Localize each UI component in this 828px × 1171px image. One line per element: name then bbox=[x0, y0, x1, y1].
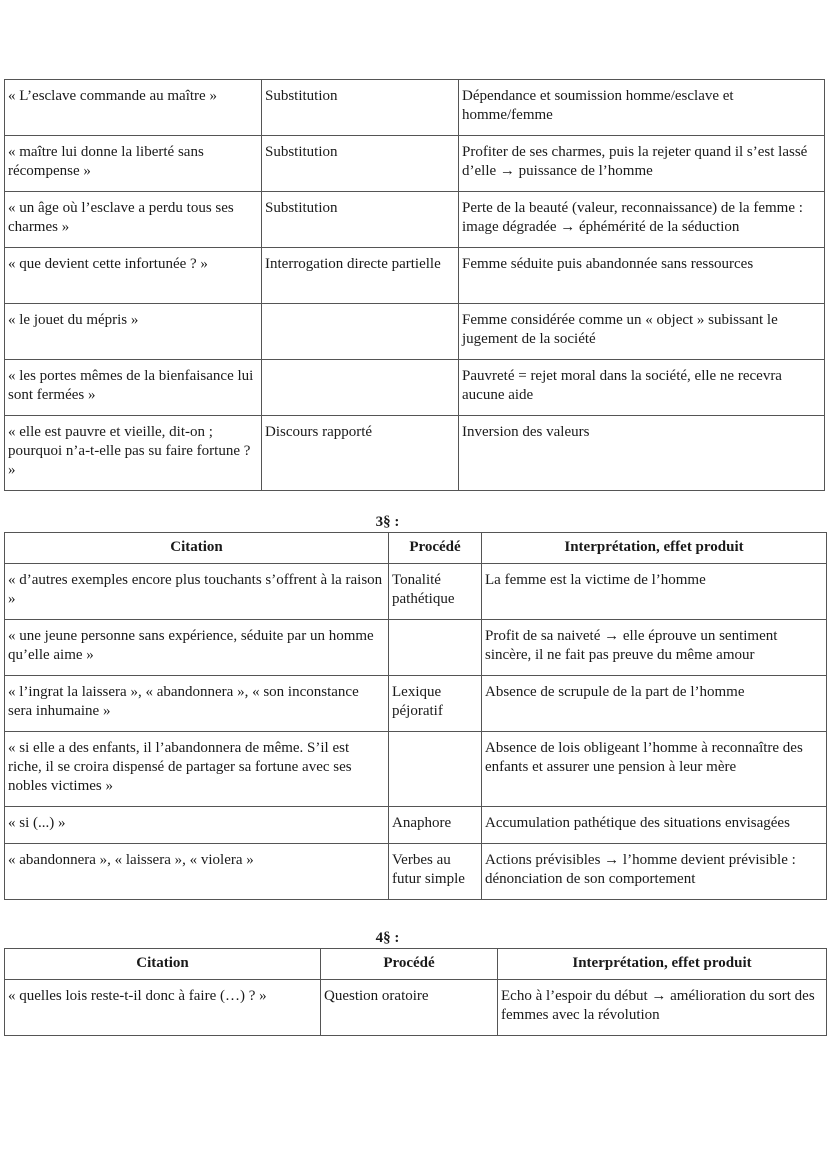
section-title-3: 3§ : bbox=[375, 514, 400, 530]
procede-cell bbox=[262, 360, 459, 416]
table-header-row bbox=[5, 533, 827, 564]
header-procede: Procédé bbox=[321, 949, 498, 980]
table-row bbox=[5, 732, 827, 807]
table-row bbox=[5, 564, 827, 620]
citation-cell: « un âge où l’esclave a perdu tous ses charmes » bbox=[5, 192, 262, 248]
interpretation-cell: Actions prévisibles → l’homme devient prévisible : dénonciation de son comportement bbox=[482, 844, 827, 900]
citation-cell: « elle est pauvre et vieille, dit-on ; pourquoi n’a-t-elle pas su faire fortune ? » bbox=[5, 416, 262, 491]
interpretation-cell: Absence de scrupule de la part de l’homme bbox=[482, 676, 827, 732]
table-row bbox=[5, 416, 825, 491]
interpretation-cell: Absence de lois obligeant l’homme à reconnaître des enfants et assurer une pension à leur mère bbox=[482, 732, 827, 807]
section-title-4: 4§ : bbox=[375, 930, 400, 946]
citation-cell: « une jeune personne sans expérience, séduite par un homme qu’elle aime » bbox=[5, 620, 389, 676]
procede-cell bbox=[389, 620, 482, 676]
citation-cell: « maître lui donne la liberté sans récompense » bbox=[5, 136, 262, 192]
interpretation-cell: Profiter de ses charmes, puis la rejeter quand il s’est lassé d’elle → puissance de l’homme bbox=[459, 136, 825, 192]
header-citation: Citation bbox=[5, 949, 321, 980]
interpretation-cell: Echo à l’espoir du début → amélioration du sort des femmes avec la révolution bbox=[498, 980, 827, 1036]
procede-cell: Tonalité pathétique bbox=[389, 564, 482, 620]
citation-cell: « d’autres exemples encore plus touchants s’offrent à la raison » bbox=[5, 564, 389, 620]
procede-cell bbox=[389, 732, 482, 807]
table-row bbox=[5, 304, 825, 360]
procede-cell: Anaphore bbox=[389, 807, 482, 844]
interpretation-cell: Accumulation pathétique des situations envisagées bbox=[482, 807, 827, 844]
procede-cell: Lexique péjoratif bbox=[389, 676, 482, 732]
interpretation-cell: Profit de sa naiveté → elle éprouve un sentiment sincère, il ne fait pas preuve du même amour bbox=[482, 620, 827, 676]
procede-cell: Question oratoire bbox=[321, 980, 498, 1036]
table-row bbox=[5, 360, 825, 416]
interpretation-cell: Dépendance et soumission homme/esclave et homme/femme bbox=[459, 80, 825, 136]
table-row bbox=[5, 248, 825, 304]
procede-cell: Interrogation directe partielle bbox=[262, 248, 459, 304]
interpretation-cell: Inversion des valeurs bbox=[459, 416, 825, 491]
table-row bbox=[5, 620, 827, 676]
interpretation-cell: Perte de la beauté (valeur, reconnaissance) de la femme : image dégradée → éphémérité de la séduction bbox=[459, 192, 825, 248]
citation-cell: « le jouet du mépris » bbox=[5, 304, 262, 360]
citation-cell: « quelles lois reste-t-il donc à faire (…) ? » bbox=[5, 980, 321, 1036]
interpretation-cell: Femme considérée comme un « object » subissant le jugement de la société bbox=[459, 304, 825, 360]
table-row bbox=[5, 980, 827, 1036]
table-header-row bbox=[5, 949, 827, 980]
header-procede: Procédé bbox=[389, 533, 482, 564]
analysis-table-4 bbox=[4, 948, 827, 1036]
header-interpretation: Interprétation, effet produit bbox=[482, 533, 827, 564]
interpretation-cell: Pauvreté = rejet moral dans la société, elle ne recevra aucune aide bbox=[459, 360, 825, 416]
citation-cell: « L’esclave commande au maître » bbox=[5, 80, 262, 136]
analysis-table-2 bbox=[4, 79, 825, 491]
table-row bbox=[5, 192, 825, 248]
table-row bbox=[5, 80, 825, 136]
table-row bbox=[5, 136, 825, 192]
header-interpretation: Interprétation, effet produit bbox=[498, 949, 827, 980]
procede-cell: Verbes au futur simple bbox=[389, 844, 482, 900]
citation-cell: « abandonnera », « laissera », « violera » bbox=[5, 844, 389, 900]
table-row bbox=[5, 676, 827, 732]
citation-cell: « l’ingrat la laissera », « abandonnera », « son inconstance sera inhumaine » bbox=[5, 676, 389, 732]
procede-cell: Substitution bbox=[262, 192, 459, 248]
citation-cell: « les portes mêmes de la bienfaisance lui sont fermées » bbox=[5, 360, 262, 416]
interpretation-cell: La femme est la victime de l’homme bbox=[482, 564, 827, 620]
citation-cell: « si (...) » bbox=[5, 807, 389, 844]
table-row bbox=[5, 807, 827, 844]
header-citation: Citation bbox=[5, 533, 389, 564]
interpretation-cell: Femme séduite puis abandonnée sans ressources bbox=[459, 248, 825, 304]
analysis-table-3 bbox=[4, 532, 827, 900]
procede-cell: Substitution bbox=[262, 136, 459, 192]
procede-cell: Discours rapporté bbox=[262, 416, 459, 491]
citation-cell: « si elle a des enfants, il l’abandonnera de même. S’il est riche, il se croira dispensé de partager sa fortune avec ses nobles victimes » bbox=[5, 732, 389, 807]
procede-cell bbox=[262, 304, 459, 360]
procede-cell: Substitution bbox=[262, 80, 459, 136]
table-row bbox=[5, 844, 827, 900]
citation-cell: « que devient cette infortunée ? » bbox=[5, 248, 262, 304]
